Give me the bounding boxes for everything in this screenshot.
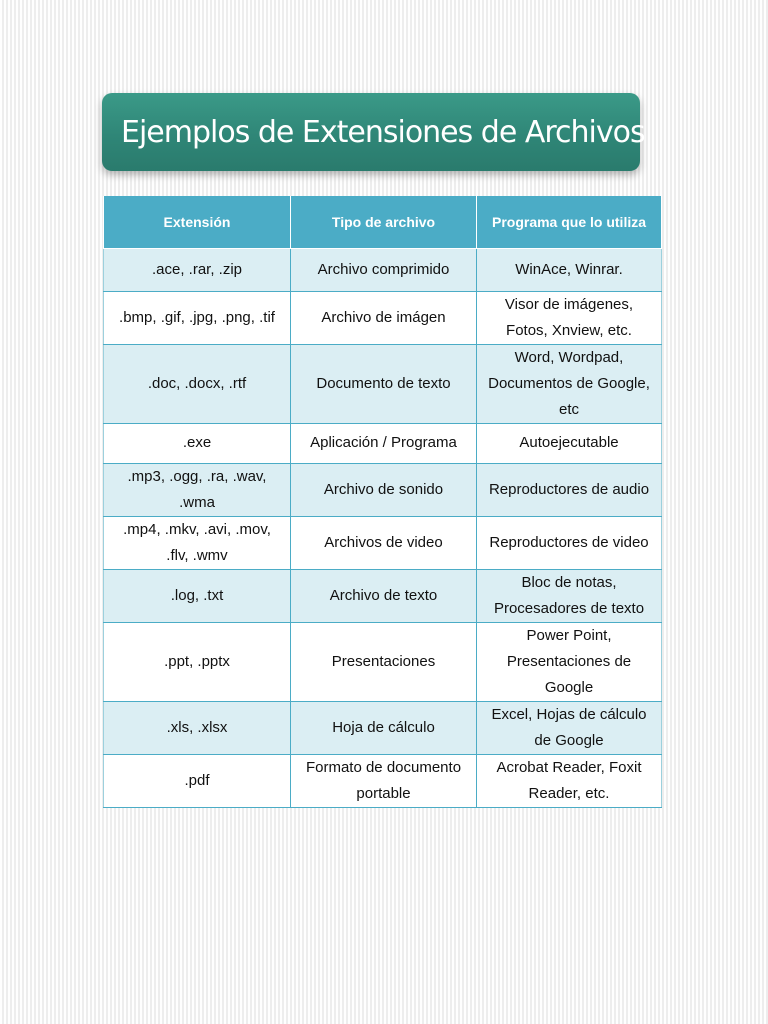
cell-extension: .exe [104, 423, 291, 463]
header-extension: Extensión [104, 196, 291, 248]
cell-file-type: Archivo de texto [291, 569, 477, 622]
cell-file-type: Formato de documento portable [291, 754, 477, 807]
table-row [104, 754, 662, 807]
table-row [104, 291, 662, 344]
cell-file-type: Documento de texto [291, 344, 477, 423]
cell-extension: .bmp, .gif, .jpg, .png, .tif [104, 291, 291, 344]
table-header-row [104, 196, 662, 248]
cell-file-type: Archivo comprimido [291, 248, 477, 291]
cell-file-type: Archivo de sonido [291, 463, 477, 516]
cell-file-type: Archivos de video [291, 516, 477, 569]
cell-file-type: Hoja de cálculo [291, 701, 477, 754]
cell-program: Word, Wordpad, Documentos de Google, etc [477, 344, 662, 423]
table-row [104, 463, 662, 516]
cell-program: Visor de imágenes, Fotos, Xnview, etc. [477, 291, 662, 344]
cell-extension: .pdf [104, 754, 291, 807]
cell-extension: .mp4, .mkv, .avi, .mov, .flv, .wmv [104, 516, 291, 569]
cell-program: Bloc de notas, Procesadores de texto [477, 569, 662, 622]
table-row [104, 622, 662, 701]
cell-extension: .log, .txt [104, 569, 291, 622]
cell-program: Excel, Hojas de cálculo de Google [477, 701, 662, 754]
title-banner [102, 93, 645, 171]
cell-extension: .mp3, .ogg, .ra, .wav, .wma [104, 463, 291, 516]
cell-extension: .ppt, .pptx [104, 622, 291, 701]
cell-program: WinAce, Winrar. [477, 248, 662, 291]
cell-extension: .xls, .xlsx [104, 701, 291, 754]
table-row [104, 701, 662, 754]
cell-program: Acrobat Reader, Foxit Reader, etc. [477, 754, 662, 807]
cell-file-type: Archivo de imágen [291, 291, 477, 344]
table-row [104, 569, 662, 622]
extensions-table [103, 196, 662, 808]
table-row [104, 423, 662, 463]
cell-file-type: Aplicación / Programa [291, 423, 477, 463]
table-row [104, 344, 662, 423]
header-file-type: Tipo de archivo [291, 196, 477, 248]
cell-program: Reproductores de audio [477, 463, 662, 516]
page-title: Ejemplos de Extensiones de Archivos [121, 114, 645, 150]
cell-program: Autoejecutable [477, 423, 662, 463]
table-row [104, 248, 662, 291]
cell-file-type: Presentaciones [291, 622, 477, 701]
cell-extension: .doc, .docx, .rtf [104, 344, 291, 423]
table-row [104, 516, 662, 569]
cell-program: Reproductores de video [477, 516, 662, 569]
cell-extension: .ace, .rar, .zip [104, 248, 291, 291]
cell-program: Power Point, Presentaciones de Google [477, 622, 662, 701]
header-program: Programa que lo utiliza [477, 196, 662, 248]
